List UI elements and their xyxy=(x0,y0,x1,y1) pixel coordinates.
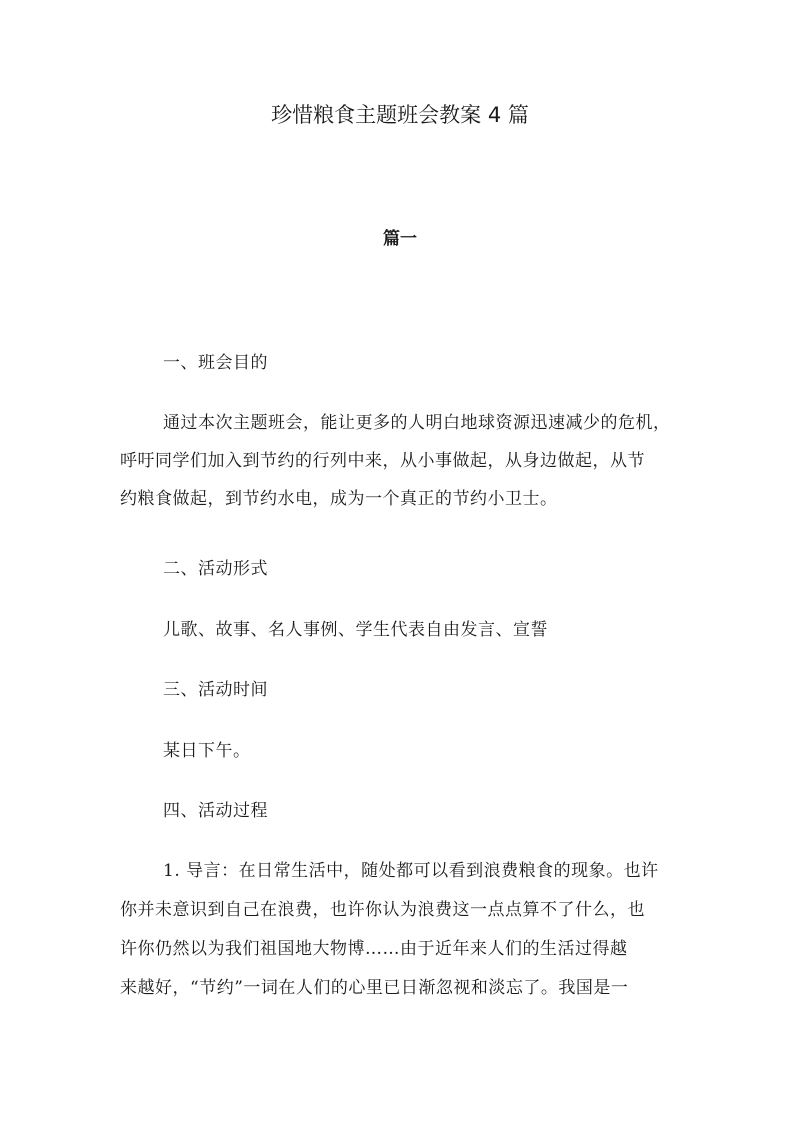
process-line-4: 来越好，“节约”一词在人们的心里已日渐忽视和淡忘了。我国是一 xyxy=(120,978,629,998)
heading-purpose: 一、班会目的 xyxy=(163,353,268,373)
purpose-line-2: 呼吁同学们加入到节约的行列中来，从小事做起，从身边做起，从节 xyxy=(120,451,645,471)
time-text: 某日下午。 xyxy=(163,741,251,761)
purpose-line-3: 约粮食做起，到节约水电，成为一个真正的节约小卫士。 xyxy=(120,489,558,509)
purpose-line-1: 通过本次主题班会，能让更多的人明白地球资源迅速减少的危机， xyxy=(163,413,671,433)
process-line-3: 许你仍然以为我们祖国地大物博……由于近年来人们的生活过得越 xyxy=(120,939,628,959)
form-text: 儿歌、故事、名人事例、学生代表自由发言、宣誓 xyxy=(163,620,548,640)
heading-process: 四、活动过程 xyxy=(163,801,268,821)
process-line-2: 你并未意识到自己在浪费，也许你认为浪费这一点点算不了什么，也 xyxy=(120,900,645,920)
process-line-1: 1. 导言：在日常生活中，随处都可以看到浪费粮食的现象。也许 xyxy=(163,861,659,881)
section-title: 篇一 xyxy=(383,229,417,249)
document-title: 珍惜粮食主题班会教案 4 篇 xyxy=(271,103,529,127)
heading-time: 三、活动时间 xyxy=(163,680,268,700)
heading-form: 二、活动形式 xyxy=(163,559,268,579)
